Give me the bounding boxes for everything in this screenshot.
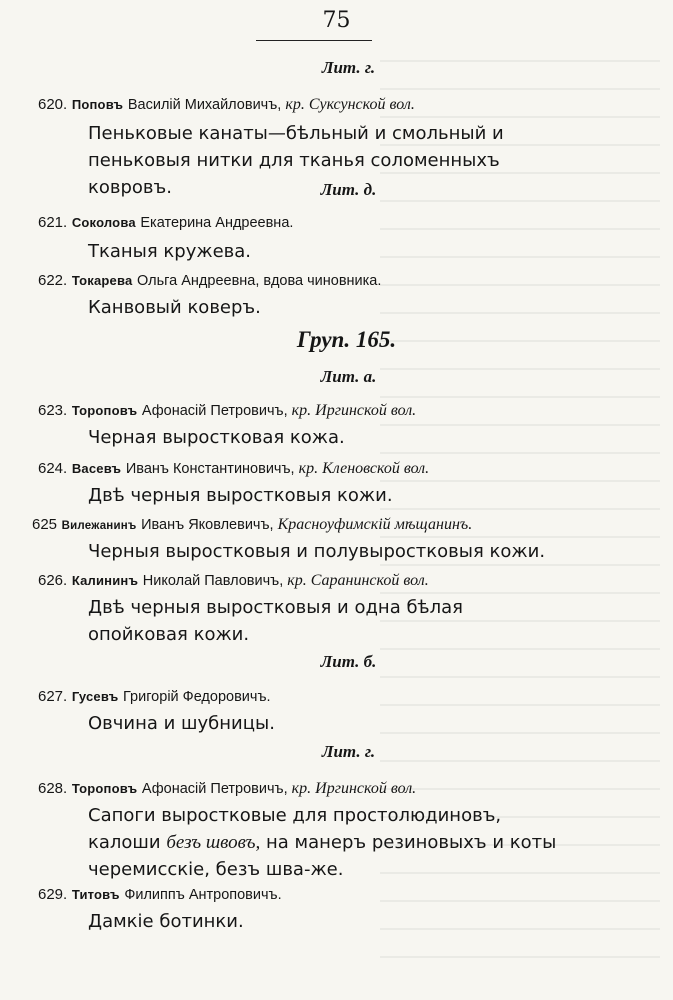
- exhibitor-details: Афонасій Петровичъ, кр. Иргинской вол.: [141, 780, 417, 797]
- entry-heading: [38, 214, 293, 231]
- exhibitor-name: Гусевъ: [71, 689, 119, 704]
- exhibitor-details: Николай Павловичъ, кр. Саранинской вол.: [142, 572, 429, 589]
- entry-heading: [38, 886, 282, 903]
- exhibitor-name: Соколова: [71, 215, 136, 230]
- entry-number: 621.: [38, 214, 68, 231]
- entry-description-italic: безъ швовъ,: [166, 832, 261, 853]
- entry-number: 624.: [38, 460, 68, 477]
- section-letter: Лит. б.: [320, 652, 377, 671]
- entry-description: Черная выростковая кожа.: [88, 427, 345, 448]
- entry-heading: [38, 96, 415, 114]
- entry-description: Черныя выростковыя и полувыростковыя кожи.: [88, 541, 546, 562]
- page-number: 75: [322, 8, 351, 33]
- exhibitor-details: Иванъ Яковлевичъ, Красноуфимскій мѣщанинъ.: [141, 516, 473, 533]
- exhibitor-origin: Красноуфимскій мѣщанинъ.: [277, 516, 473, 533]
- entry-number: 620.: [38, 96, 68, 113]
- section-letter: Лит. д.: [320, 180, 377, 199]
- exhibitor-name: Калининъ: [71, 573, 139, 588]
- entry-number: 628.: [38, 780, 68, 797]
- exhibitor-details: Афонасій Петровичъ, кр. Иргинской вол.: [141, 402, 417, 419]
- exhibitor-details: Василій Михайловичъ, кр. Суксунской вол.: [127, 96, 415, 113]
- entry-description: Двѣ черныя выростковыя кожи.: [88, 485, 393, 506]
- entry-heading: [38, 272, 381, 289]
- exhibitor-name: Титовъ: [71, 887, 120, 902]
- entry-description: Канвовый коверъ.: [88, 297, 261, 318]
- group-heading: Груп. 165.: [296, 327, 397, 352]
- exhibitor-details: Григорій Федоровичъ.: [123, 689, 271, 705]
- entry-number: 626.: [38, 572, 68, 589]
- entry-heading: [38, 402, 416, 420]
- entry-number: 627.: [38, 688, 68, 705]
- exhibitor-origin: кр. Иргинской вол.: [291, 402, 417, 419]
- exhibitor-name: Тороповъ: [71, 403, 138, 418]
- header-rule: [256, 40, 372, 41]
- exhibitor-origin: кр. Кленовской вол.: [298, 460, 430, 477]
- exhibitor-origin: кр. Саранинской вол.: [287, 572, 429, 589]
- exhibitor-origin: кр. Суксунской вол.: [285, 96, 415, 113]
- exhibitor-name: Тороповъ: [71, 781, 138, 796]
- entry-heading: [38, 572, 429, 590]
- exhibitor-name: Васевъ: [71, 461, 122, 476]
- entry-description: Овчина и шубницы.: [88, 713, 275, 734]
- entry-description: Дамкіе ботинки.: [88, 911, 244, 932]
- exhibitor-details: Ольга Андреевна, вдова чиновника.: [137, 273, 382, 289]
- exhibitor-details: Филиппъ Антроповичъ.: [124, 887, 282, 903]
- section-letter: Лит. г.: [321, 742, 376, 761]
- exhibitor-name: Токарева: [71, 273, 133, 288]
- entry-heading: [38, 688, 271, 705]
- entry-heading: [38, 780, 416, 798]
- entry-description: Сапоги выростковые для простолюдиновъ, калоши безъ швовъ, на манеръ резиновыхъ и коты черемисскіе, безъ шва-же.: [88, 805, 557, 880]
- entry-description: Тканыя кружева.: [88, 241, 252, 262]
- entry-heading: [32, 516, 472, 534]
- exhibitor-name: Вилежанинъ: [61, 520, 137, 532]
- exhibitor-details: Иванъ Константиновичъ, кр. Кленовской вол.: [125, 460, 430, 477]
- entry-description: Двѣ черныя выростковыя и одна бѣлая опойковая кожи.: [88, 597, 464, 645]
- entry-number: 622.: [38, 272, 68, 289]
- exhibitor-details: Екатерина Андреевна.: [140, 215, 294, 231]
- entry-number: 625: [32, 516, 58, 533]
- entry-number: 623.: [38, 402, 68, 419]
- exhibitor-origin: кр. Иргинской вол.: [291, 780, 417, 797]
- entry-number: 629.: [38, 886, 68, 903]
- entry-description: Пеньковые канаты—бѣльный и смольный и пеньковыя нитки для тканья соломенныхъ ковровъ.: [88, 123, 504, 198]
- entry-heading: [38, 460, 429, 478]
- section-letter: Лит. г.: [321, 58, 376, 77]
- section-letter: Лит. а.: [320, 367, 377, 386]
- exhibitor-name: Поповъ: [71, 97, 124, 112]
